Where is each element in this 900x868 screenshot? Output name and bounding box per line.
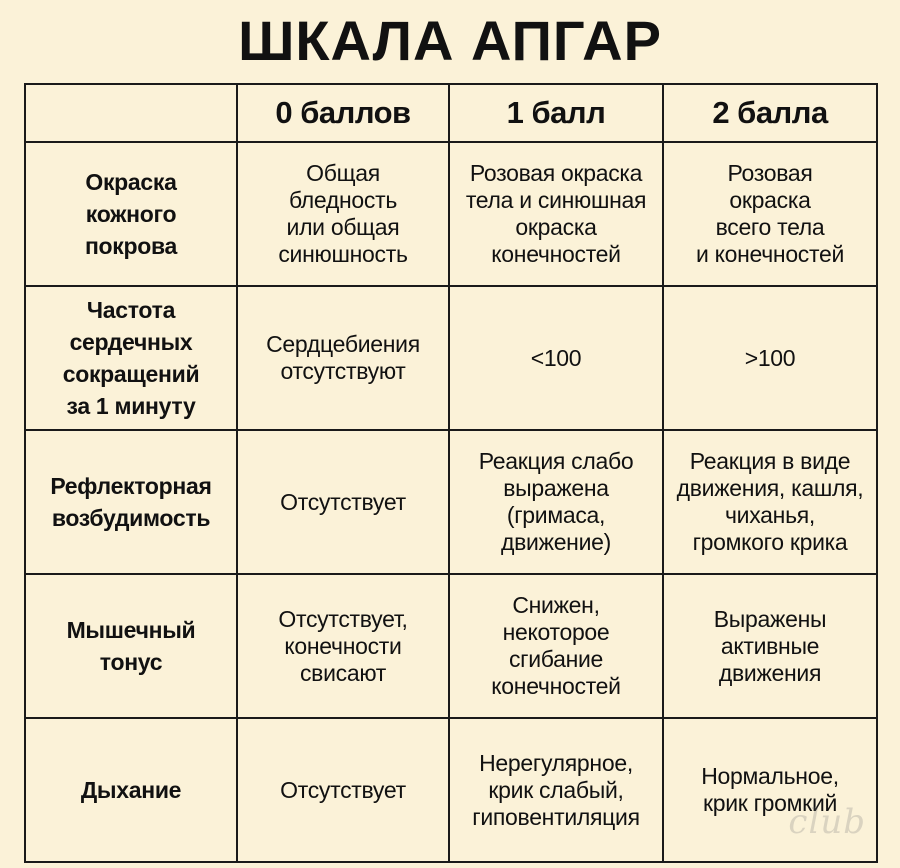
watermark-logo: club [788, 802, 866, 842]
header-1-point: 1 балл [449, 84, 663, 142]
table-cell: Снижен, некоторое сгибание конечностей [449, 574, 663, 718]
table-cell: Розовая окраска тела и синюшная окраска конечностей [449, 142, 663, 286]
row-label-muscle-tone: Мышечный тонус [25, 574, 237, 718]
row-label-heart-rate: Частота сердечных сокращений за 1 минуту [25, 286, 237, 430]
table-cell: Выражены активные движения [663, 574, 877, 718]
table-cell: Отсутствует, конечности свисают [237, 574, 449, 718]
table-header-row [25, 84, 877, 142]
table-row [25, 574, 877, 718]
header-0-points: 0 баллов [237, 84, 449, 142]
table-cell: Общая бледность или общая синюшность [237, 142, 449, 286]
header-corner-cell [25, 84, 237, 142]
page-title: ШКАЛА АПГАР [238, 9, 662, 72]
table-cell: Отсутствует [237, 430, 449, 574]
table-cell: Розовая окраска всего тела и конечностей [663, 142, 877, 286]
table-row [25, 430, 877, 574]
table-row [25, 142, 877, 286]
table-cell: >100 [663, 286, 877, 430]
table-cell: Нормальное, крик громкий [663, 718, 877, 862]
table-cell: <100 [449, 286, 663, 430]
row-label-reflex-irritability: Рефлекторная возбудимость [25, 430, 237, 574]
header-2-points: 2 балла [663, 84, 877, 142]
row-label-breathing: Дыхание [25, 718, 237, 862]
row-label-skin-color: Окраска кожного покрова [25, 142, 237, 286]
table-row [25, 286, 877, 430]
apgar-score-table [24, 83, 878, 863]
table-row [25, 718, 877, 862]
table-cell: Реакция слабо выражена (гримаса, движение) [449, 430, 663, 574]
table-cell: Реакция в виде движения, кашля, чиханья, громкого крика [663, 430, 877, 574]
table-cell: Сердцебиения отсутствуют [237, 286, 449, 430]
table-cell: Нерегулярное, крик слабый, гиповентиляция [449, 718, 663, 862]
table-cell: Отсутствует [237, 718, 449, 862]
